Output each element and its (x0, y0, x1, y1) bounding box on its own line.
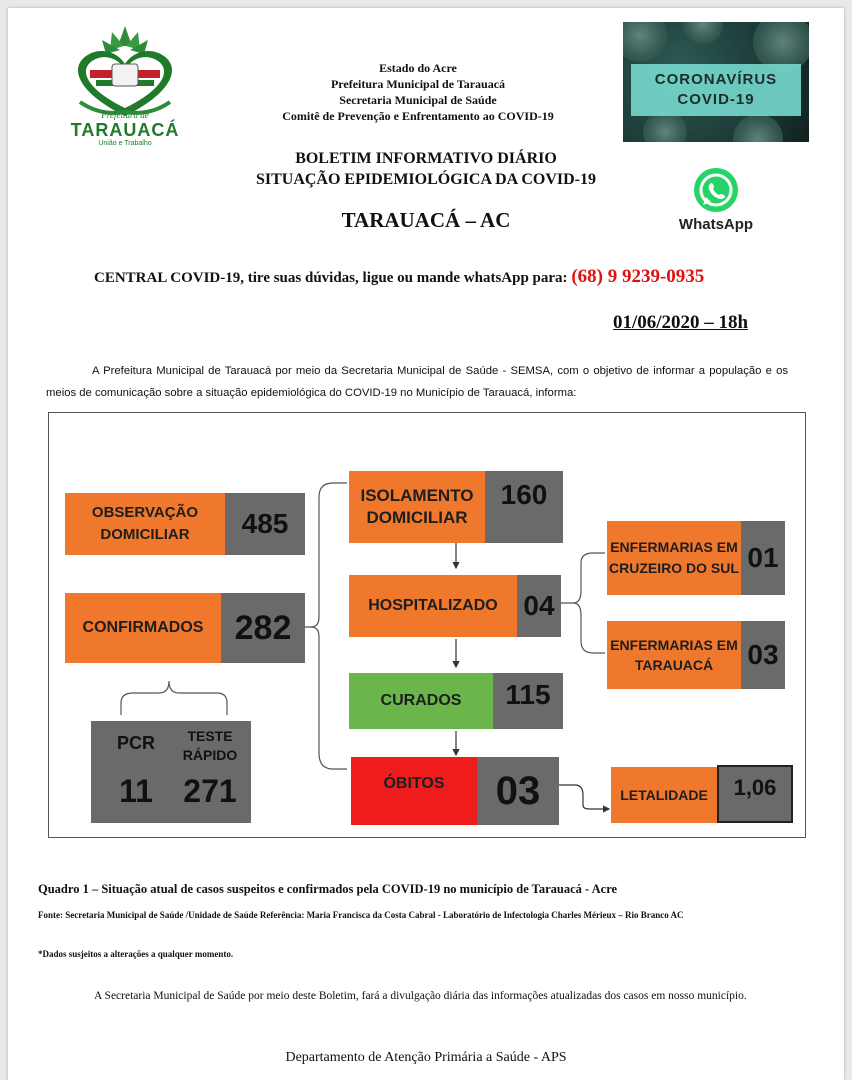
header-line-secretaria: Secretaria Municipal de Saúde (339, 93, 497, 107)
isolamento-label: ISOLAMENTO DOMICILIAR (349, 471, 485, 543)
pcr-teste-box (91, 721, 251, 823)
header-institution (218, 60, 618, 124)
teste-value: 271 (183, 773, 237, 809)
enf-cruzeiro-value: 01 (741, 521, 785, 595)
hospitalizado-value: 04 (517, 575, 561, 637)
observacao-label: OBSERVAÇÃO DOMICILIAR (65, 493, 225, 555)
letalidade-label: LETALIDADE (611, 767, 717, 823)
title-line1: BOLETIM INFORMATIVO DIÁRIO (295, 150, 557, 167)
header-line-comite: Comitê de Prevenção e Enfrentamento ao COVID-19 (282, 109, 554, 123)
central-covid-line (94, 266, 704, 288)
enf-tarauaca-value: 03 (741, 621, 785, 689)
banner-line1: CORONAVÍRUS (654, 71, 778, 88)
city-title: TARAUACÁ – AC (341, 208, 511, 232)
virus-icon (623, 22, 667, 62)
quadro-caption: Quadro 1 – Situação atual de casos suspeitos e confirmados pela COVID-19 no município de Tarauacá - Acre (38, 882, 618, 896)
whatsapp-label: WhatsApp (678, 216, 754, 233)
isolamento-value: 160 (485, 471, 563, 543)
letalidade-value: 1,06 (717, 765, 793, 823)
logo-emblem-icon (40, 24, 210, 120)
header-line-state: Estado do Acre (379, 61, 457, 75)
pcr-value: 11 (119, 773, 153, 809)
intro-paragraph: A Prefeitura Municipal de Tarauacá por meio da Secretaria Municipal de Saúde - SEMSA, com o objetivo de informar a população e os meios de comunicação sobre a situação epidemiológica do COVID-19 no Município de Tarauacá, informa: (46, 365, 788, 399)
central-phone[interactable]: (68) 9 9239-0935 (571, 266, 705, 287)
whatsapp-icon (694, 168, 738, 212)
banner-line2: COVID-19 (677, 91, 755, 108)
logo-prefeitura-text: Prefeitura de (101, 110, 149, 120)
logo-name: TARAUACÁ (70, 120, 180, 140)
whatsapp-logo (668, 168, 768, 238)
header-line-prefeitura: Prefeitura Municipal de Tarauacá (330, 77, 506, 91)
obitos-value: 03 (477, 757, 559, 825)
department-footer: Departamento de Atenção Primária a Saúde - APS (285, 1050, 567, 1065)
confirmados-label: CONFIRMADOS (65, 593, 221, 663)
closing-paragraph: A Secretaria Municipal de Saúde por meio deste Boletim, fará a divulgação diária das informações atualizadas dos casos em nosso município. (94, 990, 747, 1002)
enf-tarauaca-label: ENFERMARIAS EM TARAUACÁ (607, 621, 741, 689)
obitos-label: ÓBITOS (351, 757, 477, 825)
bulletin-page (8, 8, 844, 1080)
coronavirus-banner (623, 22, 809, 142)
bulletin-date: 01/06/2020 – 18h (613, 312, 749, 333)
pcr-label: PCR (116, 733, 155, 753)
source-note: Fonte: Secretaria Municipal de Saúde /Unidade de Saúde Referência: Maria Francisca da Costa Cabral - Laboratório de Infectologia Charles Mérieux – Rio Branco AC (38, 910, 684, 920)
situation-diagram (48, 412, 806, 838)
logo-motto: União e Trabalho (98, 140, 152, 147)
teste-label: TESTE RÁPIDO (182, 728, 238, 763)
confirmados-value: 282 (221, 593, 305, 663)
observacao-value: 485 (225, 493, 305, 555)
hospitalizado-label: HOSPITALIZADO (349, 575, 517, 637)
data-disclaimer: *Dados susjeitos a alterações a qualquer momento. (38, 949, 234, 959)
enf-cruzeiro-label: ENFERMARIAS EM CRUZEIRO DO SUL (607, 521, 741, 595)
curados-value: 115 (493, 673, 563, 729)
banner-text (631, 64, 801, 116)
central-text: CENTRAL COVID-19, tire suas dúvidas, ligue ou mande whatsApp para: (94, 270, 572, 286)
virus-icon (683, 22, 723, 44)
prefeitura-logo (40, 24, 210, 147)
virus-icon (733, 114, 783, 142)
curados-label: CURADOS (349, 673, 493, 729)
title-line2: SITUAÇÃO EPIDEMIOLÓGICA DA COVID-19 (255, 171, 597, 188)
